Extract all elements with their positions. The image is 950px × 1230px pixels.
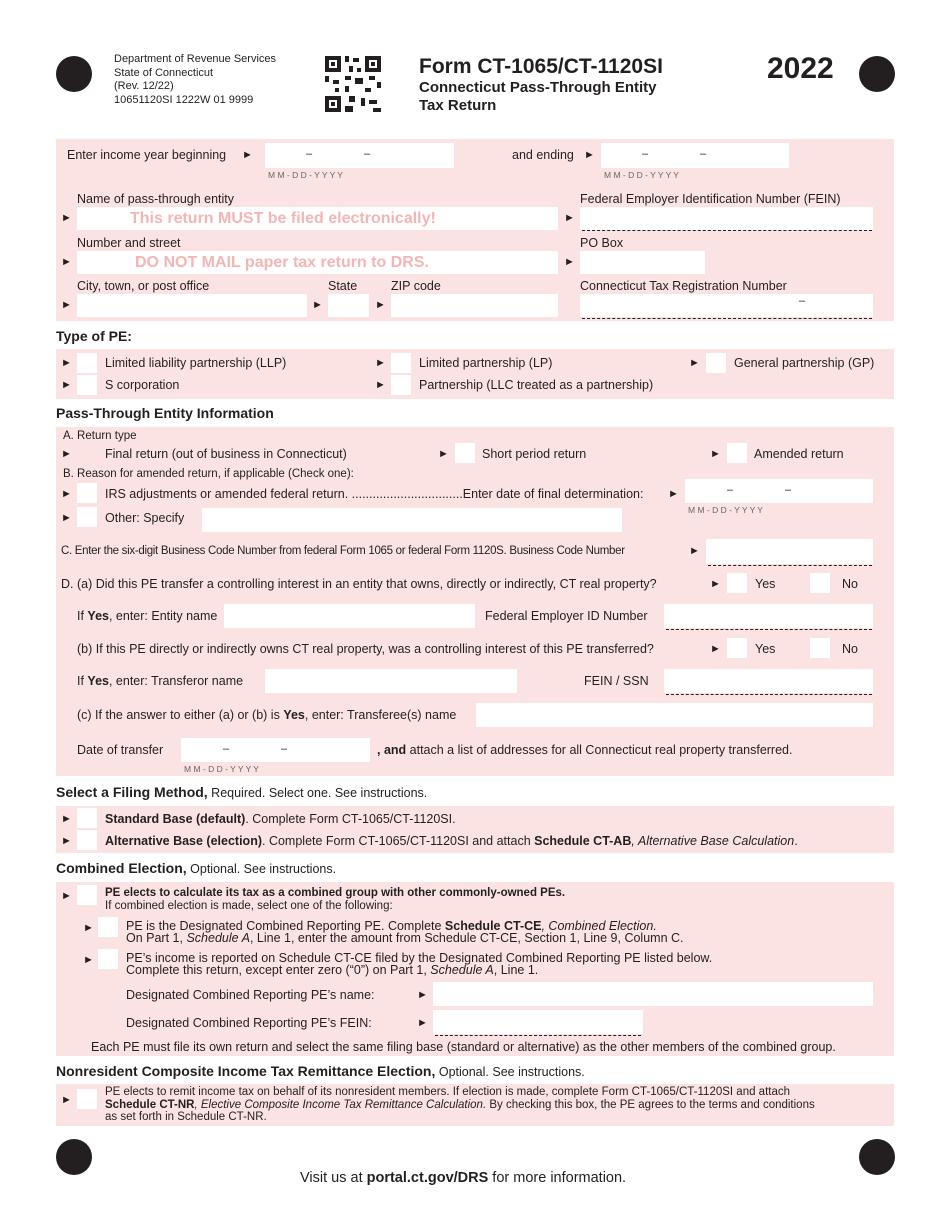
po-box-input[interactable]: [580, 251, 705, 274]
d-a-yes-label: Yes: [755, 577, 776, 591]
arrow-icon: ►: [83, 922, 94, 934]
entity-name-if-yes-label: If Yes, enter: Entity name: [77, 609, 218, 623]
date-separator: –: [306, 148, 313, 160]
form-subtitle-2: Tax Return: [419, 97, 497, 114]
header-agency: [114, 53, 276, 107]
electronic-filing-notice: This return MUST be filed electronically!: [130, 210, 436, 227]
income-year-end-input[interactable]: [601, 143, 789, 168]
form-subtitle-1: Connecticut Pass-Through Entity: [419, 79, 657, 96]
transferor-name-input[interactable]: [265, 669, 517, 693]
nonresident-line3: as set forth in Schedule CT-NR.: [105, 1111, 267, 1123]
other-specify-label: Other: Specify: [105, 511, 185, 525]
llp-label: Limited liability partnership (LLP): [105, 356, 287, 370]
and-ending-label: and ending: [512, 148, 574, 162]
date-separator: –: [281, 743, 288, 755]
arrow-icon: ►: [61, 448, 72, 460]
transferor-if-yes-label: If Yes, enter: Transferor name: [77, 674, 244, 688]
designated-pe-line1: PE is the Designated Combined Reporting PE. Complete Schedule CT-CE, Combined Election.: [126, 919, 657, 933]
arrow-icon: ►: [83, 954, 94, 966]
transferee-name-input[interactable]: [476, 703, 873, 727]
d-a-no-label: No: [842, 577, 858, 591]
ct-reg-label: Connecticut Tax Registration Number: [580, 279, 787, 293]
footer-visit: Visit us at portal.ct.gov/DRS for more information.: [300, 1170, 627, 1186]
zip-label: ZIP code: [391, 279, 441, 293]
arrow-icon: ►: [242, 149, 253, 161]
state-name: State of Connecticut: [114, 66, 214, 79]
member-pe-line2: Complete this return, except enter zero (“0”) on Part 1, Schedule A, Line 1.: [126, 963, 539, 977]
short-period-label: Short period return: [482, 447, 587, 461]
return-type-label: A. Return type: [63, 430, 137, 442]
d-a-question: D. (a) Did this PE transfer a controlling interest in an entity that owns, directly or indirectly, CT real property?: [61, 577, 657, 591]
transfer-entity-fein-input[interactable]: [664, 604, 873, 628]
date-separator: –: [642, 148, 649, 160]
other-specify-input[interactable]: [202, 508, 622, 532]
d-b-yes-checkbox[interactable]: [727, 638, 747, 658]
date-transfer-input[interactable]: [181, 738, 370, 762]
d-a-no-checkbox[interactable]: [810, 573, 830, 593]
fein-input[interactable]: [580, 207, 873, 230]
standard-base-label: Standard Base (default). Complete Form CT-1065/CT-1120SI.: [105, 812, 456, 826]
scorp-checkbox[interactable]: [77, 375, 97, 395]
date-format-hint: M M - D D - Y Y Y Y: [184, 764, 259, 774]
gp-label: General partnership (GP): [734, 356, 875, 370]
d-c-question: (c) If the answer to either (a) or (b) is Yes, enter: Transferee(s) name: [77, 708, 457, 722]
alternative-base-checkbox[interactable]: [77, 830, 97, 850]
lp-checkbox[interactable]: [391, 353, 411, 373]
member-pe-line1: PE’s income is reported on Schedule CT-CE filed by the Designated Combined Reporting PE listed below.: [126, 951, 713, 965]
transfer-entity-name-input[interactable]: [224, 604, 475, 628]
transferor-fein-input[interactable]: [664, 669, 873, 693]
combined-elect-label: PE elects to calculate its tax as a combined group with other commonly-owned PEs.: [105, 887, 566, 899]
nonresident-line1: PE elects to remit income tax on behalf of its nonresident members. If election is made, complete Form CT-1065/CT-1120SI and attach: [105, 1086, 791, 1098]
fein-ssn-digit-lines: [666, 694, 872, 695]
nonresident-checkbox[interactable]: [77, 1089, 97, 1109]
scorp-label: S corporation: [105, 378, 180, 392]
arrow-icon: ►: [438, 448, 449, 460]
arrow-icon: ►: [312, 299, 323, 311]
designated-pe-line2: On Part 1, Schedule A, Line 1, enter the amount from Schedule CT-CE, Section 1, Line 9, Column C.: [126, 931, 684, 945]
arrow-icon: ►: [61, 379, 72, 391]
po-box-label: PO Box: [580, 236, 624, 250]
fein-ssn-label: FEIN / SSN: [584, 674, 649, 688]
no-mail-notice: DO NOT MAIL paper tax return to DRS.: [135, 254, 429, 271]
fed-emp-id-label: Federal Employer ID Number: [485, 609, 648, 623]
pte-info-heading: Pass-Through Entity Information: [56, 405, 274, 421]
business-code-input[interactable]: [706, 539, 873, 564]
lp-label: Limited partnership (LP): [419, 356, 553, 370]
arrow-icon: ►: [375, 299, 386, 311]
income-year-beginning-label: Enter income year beginning: [67, 148, 227, 162]
arrow-icon: ►: [668, 488, 679, 500]
date-separator: –: [785, 484, 792, 496]
d-b-no-checkbox[interactable]: [810, 638, 830, 658]
short-period-checkbox[interactable]: [455, 443, 475, 463]
nonresident-line2: Schedule CT-NR, Elective Composite Income Tax Remittance Calculation. By checking this box, the PE agrees to the terms and conditions: [105, 1099, 815, 1111]
form-code: 10651120SI 1222W 01 9999: [114, 93, 254, 106]
reg-separator: –: [799, 295, 806, 307]
d-a-yes-checkbox[interactable]: [727, 573, 747, 593]
attach-list-text: , and attach a list of addresses for all Connecticut real property transferred.: [377, 743, 793, 757]
portal-link[interactable]: portal.ct.gov/DRS: [366, 1170, 489, 1186]
registration-mark-top-right: [859, 56, 895, 92]
ct-reg-digit-lines: [582, 318, 872, 319]
form-title: Form CT-1065/CT-1120SI: [419, 55, 663, 78]
tax-year: 2022: [767, 52, 834, 85]
arrow-icon: ►: [61, 212, 72, 224]
combined-elect-checkbox[interactable]: [77, 885, 97, 905]
date-format-hint: M M - D D - Y Y Y Y: [268, 170, 343, 180]
date-format-hint: M M - D D - Y Y Y Y: [688, 505, 763, 515]
arrow-icon: ►: [710, 448, 721, 460]
date-format-hint: M M - D D - Y Y Y Y: [604, 170, 679, 180]
amended-reason-label: B. Reason for amended return, if applicable (Check one):: [63, 468, 354, 480]
arrow-icon: ►: [61, 890, 72, 902]
date-separator: –: [364, 148, 371, 160]
arrow-icon: ►: [61, 357, 72, 369]
date-separator: –: [727, 484, 734, 496]
amended-label: Amended return: [754, 447, 844, 461]
state-input[interactable]: [328, 294, 369, 317]
d-b-no-label: No: [842, 642, 858, 656]
irs-adjust-label: IRS adjustments or amended federal return. ................................Enter date of final determination:: [105, 487, 644, 501]
arrow-icon: ►: [564, 212, 575, 224]
arrow-icon: ►: [689, 357, 700, 369]
standard-base-checkbox[interactable]: [77, 808, 97, 828]
filing-method-heading: Select a Filing Method, Required. Select one. See instructions.: [56, 784, 428, 800]
arrow-icon: ►: [61, 813, 72, 825]
arrow-icon: ►: [689, 545, 700, 557]
arrow-icon: ►: [375, 379, 386, 391]
llc-label: Partnership (LLC treated as a partnership): [419, 378, 654, 392]
qr-code-icon: [325, 56, 381, 112]
fein-digit-lines: [582, 230, 872, 231]
arrow-icon: ►: [61, 488, 72, 500]
arrow-icon: ►: [417, 1017, 428, 1029]
city-label: City, town, or post office: [77, 279, 210, 293]
type-pe-heading: Type of PE:: [56, 328, 132, 344]
fein-label: Federal Employer Identification Number (FEIN): [580, 192, 841, 206]
nonresident-heading: Nonresident Composite Income Tax Remittance Election, Optional. See instructions.: [56, 1063, 585, 1079]
amended-checkbox[interactable]: [727, 443, 747, 463]
revision: (Rev. 12/22): [114, 80, 174, 92]
irs-adjust-checkbox[interactable]: [77, 483, 97, 503]
fein-digit-lines: [666, 629, 872, 630]
date-separator: –: [700, 148, 707, 160]
dept-name: Department of Revenue Services: [114, 53, 277, 65]
date-separator: –: [223, 743, 230, 755]
final-determination-date-input[interactable]: [685, 479, 873, 503]
city-input[interactable]: [77, 294, 307, 317]
alternative-base-label: Alternative Base (election). Complete Form CT-1065/CT-1120SI and attach Schedule CT-AB, Alternative Base Calculation.: [105, 834, 798, 848]
registration-mark-bottom-right: [859, 1139, 895, 1175]
entity-name-label: Name of pass-through entity: [77, 192, 235, 206]
arrow-icon: ►: [375, 357, 386, 369]
arrow-icon: ►: [61, 1094, 72, 1106]
member-pe-checkbox[interactable]: [98, 949, 118, 969]
arrow-icon: ►: [710, 578, 721, 590]
registration-mark-top-left: [56, 56, 92, 92]
street-label: Number and street: [77, 236, 181, 250]
arrow-icon: ►: [584, 149, 595, 161]
d-b-question: (b) If this PE directly or indirectly owns CT real property, was a controlling interest of this PE transferred?: [77, 642, 654, 656]
each-pe-note: Each PE must file its own return and select the same filing base (standard or alternative) as the other members of the combined group.: [91, 1040, 836, 1054]
final-return-label: Final return (out of business in Connecticut): [105, 447, 347, 461]
ct-reg-input[interactable]: [580, 294, 873, 317]
combined-election-heading: Combined Election, Optional. See instructions.: [56, 860, 337, 876]
business-code-digit-lines: [708, 565, 872, 566]
llc-checkbox[interactable]: [391, 375, 411, 395]
arrow-icon: ►: [710, 643, 721, 655]
dcr-fein-input[interactable]: [433, 1010, 643, 1034]
arrow-icon: ►: [417, 989, 428, 1001]
other-reason-checkbox[interactable]: [77, 507, 97, 527]
date-transfer-label: Date of transfer: [77, 743, 164, 757]
registration-mark-bottom-left: [56, 1139, 92, 1175]
dcr-fein-digit-lines: [435, 1035, 641, 1036]
arrow-icon: ►: [61, 512, 72, 524]
arrow-icon: ►: [564, 256, 575, 268]
llp-checkbox[interactable]: [77, 353, 97, 373]
arrow-icon: ►: [61, 299, 72, 311]
combined-elect-sub: If combined election is made, select one of the following:: [105, 900, 393, 912]
income-year-begin-input[interactable]: [265, 143, 454, 168]
business-code-label: C. Enter the six-digit Business Code Number from federal Form 1065 or federal Form 1120S. Business Code Number: [61, 545, 625, 557]
dcr-fein-label: Designated Combined Reporting PE’s FEIN:: [126, 1016, 372, 1030]
gp-checkbox[interactable]: [706, 353, 726, 373]
dcr-name-label: Designated Combined Reporting PE’s name:: [126, 988, 375, 1002]
arrow-icon: ►: [61, 256, 72, 268]
arrow-icon: ►: [61, 835, 72, 847]
designated-pe-checkbox[interactable]: [98, 917, 118, 937]
dcr-name-input[interactable]: [433, 982, 873, 1006]
d-b-yes-label: Yes: [755, 642, 776, 656]
zip-input[interactable]: [391, 294, 558, 317]
state-label: State: [328, 279, 358, 293]
